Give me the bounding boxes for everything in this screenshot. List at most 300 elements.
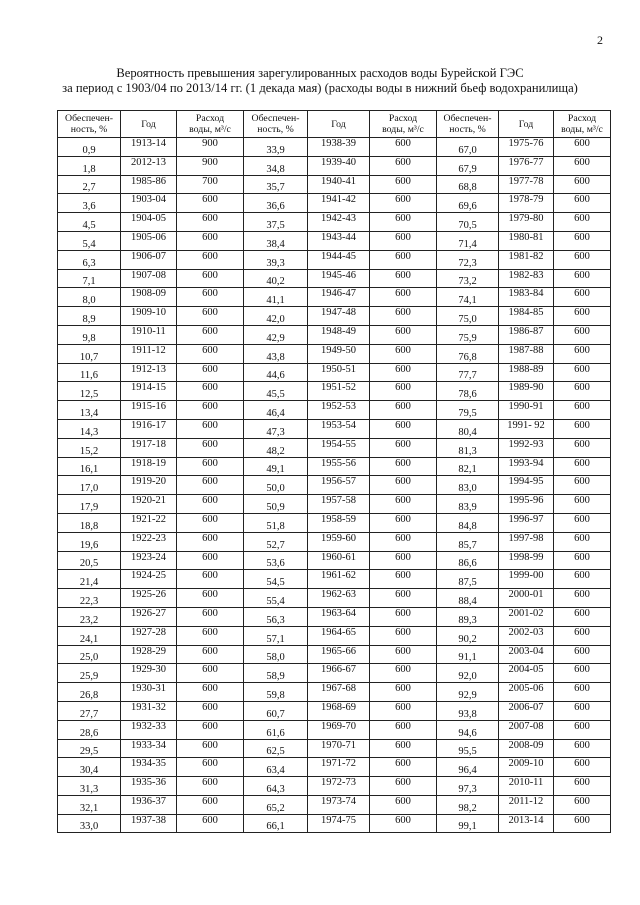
table-row — [58, 194, 611, 213]
table-row — [58, 739, 611, 758]
discharge-cell: 600 — [177, 758, 244, 777]
provision-cell: 38,4 — [244, 231, 308, 250]
year-cell: 1970-71 — [308, 739, 370, 758]
discharge-cell: 600 — [554, 363, 611, 382]
year-cell: 1940-41 — [308, 175, 370, 194]
year-cell: 1983-84 — [499, 288, 554, 307]
year-cell: 1932-33 — [121, 720, 177, 739]
table-row — [58, 607, 611, 626]
year-cell: 1912-13 — [121, 363, 177, 382]
discharge-cell: 600 — [554, 626, 611, 645]
provision-cell: 30,4 — [58, 758, 121, 777]
discharge-cell: 600 — [554, 607, 611, 626]
provision-cell: 6,3 — [58, 250, 121, 269]
discharge-cell: 600 — [370, 607, 437, 626]
provision-cell: 56,3 — [244, 607, 308, 626]
year-cell: 1962-63 — [308, 589, 370, 608]
title-line-1: Вероятность превышения зарегулированных расходов воды Бурейской ГЭС — [116, 66, 524, 80]
header-discharge: Расход воды, м³/с — [370, 111, 437, 138]
provision-cell: 3,6 — [58, 194, 121, 213]
provision-cell: 14,3 — [58, 419, 121, 438]
year-cell: 1949-50 — [308, 344, 370, 363]
provision-cell: 83,9 — [437, 495, 499, 514]
discharge-cell: 600 — [370, 363, 437, 382]
provision-cell: 58,9 — [244, 664, 308, 683]
provision-cell: 97,3 — [437, 777, 499, 796]
year-cell: 1947-48 — [308, 307, 370, 326]
year-cell: 1992-93 — [499, 438, 554, 457]
year-cell: 1925-26 — [121, 589, 177, 608]
provision-cell: 2,7 — [58, 175, 121, 194]
year-cell: 1930-31 — [121, 683, 177, 702]
discharge-cell: 600 — [554, 288, 611, 307]
provision-cell: 28,6 — [58, 720, 121, 739]
year-cell: 1950-51 — [308, 363, 370, 382]
year-cell: 1946-47 — [308, 288, 370, 307]
provision-cell: 80,4 — [437, 419, 499, 438]
year-cell: 1905-06 — [121, 231, 177, 250]
provision-cell: 54,5 — [244, 570, 308, 589]
provision-cell: 39,3 — [244, 250, 308, 269]
provision-cell: 33,9 — [244, 138, 308, 157]
year-cell: 1994-95 — [499, 476, 554, 495]
discharge-cell: 600 — [370, 419, 437, 438]
provision-cell: 13,4 — [58, 401, 121, 420]
provision-cell: 62,5 — [244, 739, 308, 758]
year-cell: 1955-56 — [308, 457, 370, 476]
provision-cell: 44,6 — [244, 363, 308, 382]
provision-cell: 35,7 — [244, 175, 308, 194]
provision-cell: 86,6 — [437, 551, 499, 570]
discharge-cell: 600 — [177, 739, 244, 758]
discharge-cell: 600 — [177, 250, 244, 269]
discharge-cell: 600 — [370, 401, 437, 420]
year-cell: 1971-72 — [308, 758, 370, 777]
discharge-cell: 600 — [554, 532, 611, 551]
discharge-cell: 600 — [370, 532, 437, 551]
discharge-cell: 600 — [554, 720, 611, 739]
discharge-cell: 600 — [370, 814, 437, 833]
discharge-cell: 600 — [177, 589, 244, 608]
table-row — [58, 777, 611, 796]
year-cell: 1996-97 — [499, 513, 554, 532]
table-row — [58, 438, 611, 457]
discharge-cell: 600 — [554, 513, 611, 532]
year-cell: 1991- 92 — [499, 419, 554, 438]
year-cell: 1916-17 — [121, 419, 177, 438]
discharge-cell: 600 — [554, 382, 611, 401]
provision-cell: 66,1 — [244, 814, 308, 833]
table-body — [58, 138, 611, 833]
discharge-cell: 600 — [370, 269, 437, 288]
year-cell: 1985-86 — [121, 175, 177, 194]
year-cell: 1926-27 — [121, 607, 177, 626]
discharge-cell: 600 — [554, 250, 611, 269]
discharge-cell: 600 — [370, 626, 437, 645]
table-row — [58, 419, 611, 438]
discharge-cell: 600 — [554, 156, 611, 175]
discharge-cell: 600 — [554, 701, 611, 720]
year-cell: 1986-87 — [499, 325, 554, 344]
discharge-cell: 600 — [554, 664, 611, 683]
provision-cell: 12,5 — [58, 382, 121, 401]
provision-cell: 96,4 — [437, 758, 499, 777]
year-cell: 1960-61 — [308, 551, 370, 570]
year-cell: 1964-65 — [308, 626, 370, 645]
provision-cell: 16,1 — [58, 457, 121, 476]
table-row — [58, 231, 611, 250]
discharge-cell: 600 — [370, 683, 437, 702]
year-cell: 1963-64 — [308, 607, 370, 626]
provision-cell: 34,8 — [244, 156, 308, 175]
year-cell: 2000-01 — [499, 589, 554, 608]
year-cell: 1954-55 — [308, 438, 370, 457]
header-provision: Обеспечен- ность, % — [437, 111, 499, 138]
year-cell: 1982-83 — [499, 269, 554, 288]
provision-cell: 21,4 — [58, 570, 121, 589]
provision-cell: 85,7 — [437, 532, 499, 551]
year-cell: 1945-46 — [308, 269, 370, 288]
provision-cell: 50,0 — [244, 476, 308, 495]
year-cell: 1924-25 — [121, 570, 177, 589]
provision-cell: 74,1 — [437, 288, 499, 307]
year-cell: 1941-42 — [308, 194, 370, 213]
discharge-cell: 600 — [554, 307, 611, 326]
table-row — [58, 250, 611, 269]
table-row — [58, 645, 611, 664]
table-row — [58, 683, 611, 702]
table-row — [58, 269, 611, 288]
discharge-cell: 600 — [177, 683, 244, 702]
provision-cell: 75,0 — [437, 307, 499, 326]
year-cell: 1981-82 — [499, 250, 554, 269]
year-cell: 2009-10 — [499, 758, 554, 777]
year-cell: 1936-37 — [121, 795, 177, 814]
provision-cell: 70,5 — [437, 213, 499, 232]
provision-cell: 47,3 — [244, 419, 308, 438]
provision-cell: 71,4 — [437, 231, 499, 250]
table-row — [58, 156, 611, 175]
discharge-cell: 600 — [554, 194, 611, 213]
header-discharge: Расход воды, м³/с — [554, 111, 611, 138]
year-cell: 1919-20 — [121, 476, 177, 495]
provision-cell: 57,1 — [244, 626, 308, 645]
year-cell: 1975-76 — [499, 138, 554, 157]
year-cell: 1953-54 — [308, 419, 370, 438]
provision-cell: 77,7 — [437, 363, 499, 382]
year-cell: 1974-75 — [308, 814, 370, 833]
discharge-cell: 600 — [554, 419, 611, 438]
year-cell: 1990-91 — [499, 401, 554, 420]
provision-cell: 37,5 — [244, 213, 308, 232]
year-cell: 1972-73 — [308, 777, 370, 796]
year-cell: 1937-38 — [121, 814, 177, 833]
table-row — [58, 363, 611, 382]
year-cell: 1959-60 — [308, 532, 370, 551]
year-cell: 2013-14 — [499, 814, 554, 833]
table-row — [58, 175, 611, 194]
discharge-cell: 600 — [554, 570, 611, 589]
discharge-cell: 600 — [370, 645, 437, 664]
year-cell: 2004-05 — [499, 664, 554, 683]
provision-cell: 65,2 — [244, 795, 308, 814]
table-row — [58, 138, 611, 157]
provision-cell: 95,5 — [437, 739, 499, 758]
discharge-cell: 600 — [370, 476, 437, 495]
provision-cell: 26,8 — [58, 683, 121, 702]
provision-cell: 17,0 — [58, 476, 121, 495]
provision-cell: 67,0 — [437, 138, 499, 157]
discharge-cell: 600 — [177, 401, 244, 420]
header-provision: Обеспечен- ность, % — [244, 111, 308, 138]
header-discharge: Расход воды, м³/с — [177, 111, 244, 138]
table-row — [58, 758, 611, 777]
provision-cell: 33,0 — [58, 814, 121, 833]
provision-cell: 25,0 — [58, 645, 121, 664]
year-cell: 1997-98 — [499, 532, 554, 551]
provision-cell: 53,6 — [244, 551, 308, 570]
discharge-cell: 600 — [177, 457, 244, 476]
year-cell: 1927-28 — [121, 626, 177, 645]
document-title — [0, 66, 640, 96]
year-cell: 1908-09 — [121, 288, 177, 307]
year-cell: 2008-09 — [499, 739, 554, 758]
year-cell: 1911-12 — [121, 344, 177, 363]
year-cell: 1951-52 — [308, 382, 370, 401]
discharge-cell: 600 — [177, 419, 244, 438]
discharge-cell: 600 — [370, 720, 437, 739]
year-cell: 1998-99 — [499, 551, 554, 570]
provision-cell: 42,9 — [244, 325, 308, 344]
provision-cell: 69,6 — [437, 194, 499, 213]
discharge-cell: 600 — [370, 495, 437, 514]
year-cell: 1961-62 — [308, 570, 370, 589]
year-cell: 1935-36 — [121, 777, 177, 796]
provision-cell: 8,9 — [58, 307, 121, 326]
table-row — [58, 213, 611, 232]
provision-cell: 20,5 — [58, 551, 121, 570]
header-year: Год — [499, 111, 554, 138]
discharge-cell: 600 — [554, 401, 611, 420]
provision-cell: 61,6 — [244, 720, 308, 739]
year-cell: 1933-34 — [121, 739, 177, 758]
discharge-cell: 600 — [554, 495, 611, 514]
title-line-2: за период с 1903/04 по 2013/14 гг. (1 декада мая) (расходы воды в нижний бьеф водохранилища) — [62, 81, 578, 95]
year-cell: 1934-35 — [121, 758, 177, 777]
discharge-cell: 600 — [370, 138, 437, 157]
discharge-cell: 600 — [177, 307, 244, 326]
discharge-cell: 600 — [554, 777, 611, 796]
discharge-cell: 600 — [370, 758, 437, 777]
year-cell: 1952-53 — [308, 401, 370, 420]
provision-cell: 22,3 — [58, 589, 121, 608]
discharge-cell: 600 — [370, 175, 437, 194]
provision-cell: 23,2 — [58, 607, 121, 626]
provision-cell: 52,7 — [244, 532, 308, 551]
provision-cell: 50,9 — [244, 495, 308, 514]
discharge-cell: 600 — [370, 701, 437, 720]
provision-cell: 43,8 — [244, 344, 308, 363]
discharge-cell: 600 — [370, 570, 437, 589]
year-cell: 1904-05 — [121, 213, 177, 232]
provision-cell: 87,5 — [437, 570, 499, 589]
discharge-cell: 600 — [177, 701, 244, 720]
discharge-cell: 600 — [177, 720, 244, 739]
header-year: Год — [308, 111, 370, 138]
discharge-cell: 600 — [177, 363, 244, 382]
provision-cell: 90,2 — [437, 626, 499, 645]
discharge-cell: 600 — [370, 231, 437, 250]
provision-cell: 68,8 — [437, 175, 499, 194]
discharge-cell: 600 — [370, 551, 437, 570]
year-cell: 1984-85 — [499, 307, 554, 326]
year-cell: 1977-78 — [499, 175, 554, 194]
discharge-cell: 600 — [370, 739, 437, 758]
provision-cell: 81,3 — [437, 438, 499, 457]
discharge-cell: 600 — [177, 664, 244, 683]
discharge-cell: 600 — [554, 138, 611, 157]
provision-cell: 84,8 — [437, 513, 499, 532]
provision-cell: 4,5 — [58, 213, 121, 232]
table-row — [58, 814, 611, 833]
table-row — [58, 457, 611, 476]
provision-cell: 55,4 — [244, 589, 308, 608]
year-cell: 1921-22 — [121, 513, 177, 532]
table-row — [58, 344, 611, 363]
discharge-cell: 600 — [554, 175, 611, 194]
year-cell: 1942-43 — [308, 213, 370, 232]
provision-cell: 92,0 — [437, 664, 499, 683]
discharge-cell: 600 — [177, 269, 244, 288]
provision-cell: 72,3 — [437, 250, 499, 269]
discharge-cell: 600 — [554, 476, 611, 495]
discharge-cell: 600 — [554, 457, 611, 476]
provision-cell: 45,5 — [244, 382, 308, 401]
table-row — [58, 626, 611, 645]
year-cell: 1966-67 — [308, 664, 370, 683]
year-cell: 2001-02 — [499, 607, 554, 626]
provision-cell: 32,1 — [58, 795, 121, 814]
provision-cell: 1,8 — [58, 156, 121, 175]
header-year: Год — [121, 111, 177, 138]
year-cell: 1931-32 — [121, 701, 177, 720]
discharge-cell: 600 — [177, 570, 244, 589]
provision-cell: 75,9 — [437, 325, 499, 344]
provision-cell: 92,9 — [437, 683, 499, 702]
provision-cell: 19,6 — [58, 532, 121, 551]
provision-cell: 99,1 — [437, 814, 499, 833]
table-row — [58, 513, 611, 532]
discharge-cell: 600 — [554, 213, 611, 232]
year-cell: 1915-16 — [121, 401, 177, 420]
year-cell: 1988-89 — [499, 363, 554, 382]
provision-cell: 17,9 — [58, 495, 121, 514]
discharge-cell: 600 — [370, 457, 437, 476]
year-cell: 2011-12 — [499, 795, 554, 814]
table-row — [58, 720, 611, 739]
year-cell: 1956-57 — [308, 476, 370, 495]
provision-cell: 94,6 — [437, 720, 499, 739]
table-row — [58, 288, 611, 307]
table-row — [58, 570, 611, 589]
discharge-cell: 600 — [177, 438, 244, 457]
year-cell: 1928-29 — [121, 645, 177, 664]
year-cell: 1978-79 — [499, 194, 554, 213]
discharge-cell: 600 — [370, 250, 437, 269]
year-cell: 1980-81 — [499, 231, 554, 250]
provision-cell: 8,0 — [58, 288, 121, 307]
year-cell: 1923-24 — [121, 551, 177, 570]
discharge-cell: 600 — [554, 344, 611, 363]
table-row — [58, 551, 611, 570]
discharge-cell: 600 — [554, 269, 611, 288]
year-cell: 1920-21 — [121, 495, 177, 514]
provision-cell: 7,1 — [58, 269, 121, 288]
provision-cell: 5,4 — [58, 231, 121, 250]
provision-cell: 46,4 — [244, 401, 308, 420]
provision-cell: 9,8 — [58, 325, 121, 344]
year-cell: 1939-40 — [308, 156, 370, 175]
discharge-cell: 600 — [554, 758, 611, 777]
year-cell: 1965-66 — [308, 645, 370, 664]
table-row — [58, 795, 611, 814]
year-cell: 1914-15 — [121, 382, 177, 401]
discharge-cell: 600 — [554, 683, 611, 702]
discharge-cell: 600 — [554, 551, 611, 570]
discharge-cell: 600 — [370, 156, 437, 175]
discharge-cell: 600 — [177, 382, 244, 401]
year-cell: 1979-80 — [499, 213, 554, 232]
provision-cell: 0,9 — [58, 138, 121, 157]
discharge-cell: 600 — [370, 664, 437, 683]
provision-cell: 63,4 — [244, 758, 308, 777]
table-row — [58, 325, 611, 344]
table-row — [58, 401, 611, 420]
year-cell: 2012-13 — [121, 156, 177, 175]
discharge-cell: 600 — [370, 288, 437, 307]
year-cell: 1944-45 — [308, 250, 370, 269]
provision-cell: 88,4 — [437, 589, 499, 608]
discharge-cell: 600 — [177, 194, 244, 213]
discharge-cell: 600 — [177, 288, 244, 307]
table-row — [58, 589, 611, 608]
year-cell: 2003-04 — [499, 645, 554, 664]
table-row — [58, 495, 611, 514]
discharge-cell: 600 — [177, 607, 244, 626]
discharge-cell: 600 — [370, 589, 437, 608]
year-cell: 1903-04 — [121, 194, 177, 213]
provision-cell: 73,2 — [437, 269, 499, 288]
table-row — [58, 532, 611, 551]
page-number: 2 — [597, 33, 603, 47]
discharge-cell: 600 — [177, 231, 244, 250]
provision-cell: 31,3 — [58, 777, 121, 796]
discharge-cell: 600 — [370, 325, 437, 344]
year-cell: 1918-19 — [121, 457, 177, 476]
provision-cell: 78,6 — [437, 382, 499, 401]
provision-cell: 60,7 — [244, 701, 308, 720]
provision-cell: 79,5 — [437, 401, 499, 420]
year-cell: 1969-70 — [308, 720, 370, 739]
discharge-cell: 600 — [177, 495, 244, 514]
table-row — [58, 382, 611, 401]
provision-cell: 41,1 — [244, 288, 308, 307]
discharge-cell: 600 — [554, 325, 611, 344]
discharge-cell: 600 — [177, 551, 244, 570]
provision-cell: 40,2 — [244, 269, 308, 288]
provision-cell: 89,3 — [437, 607, 499, 626]
discharge-cell: 600 — [177, 513, 244, 532]
